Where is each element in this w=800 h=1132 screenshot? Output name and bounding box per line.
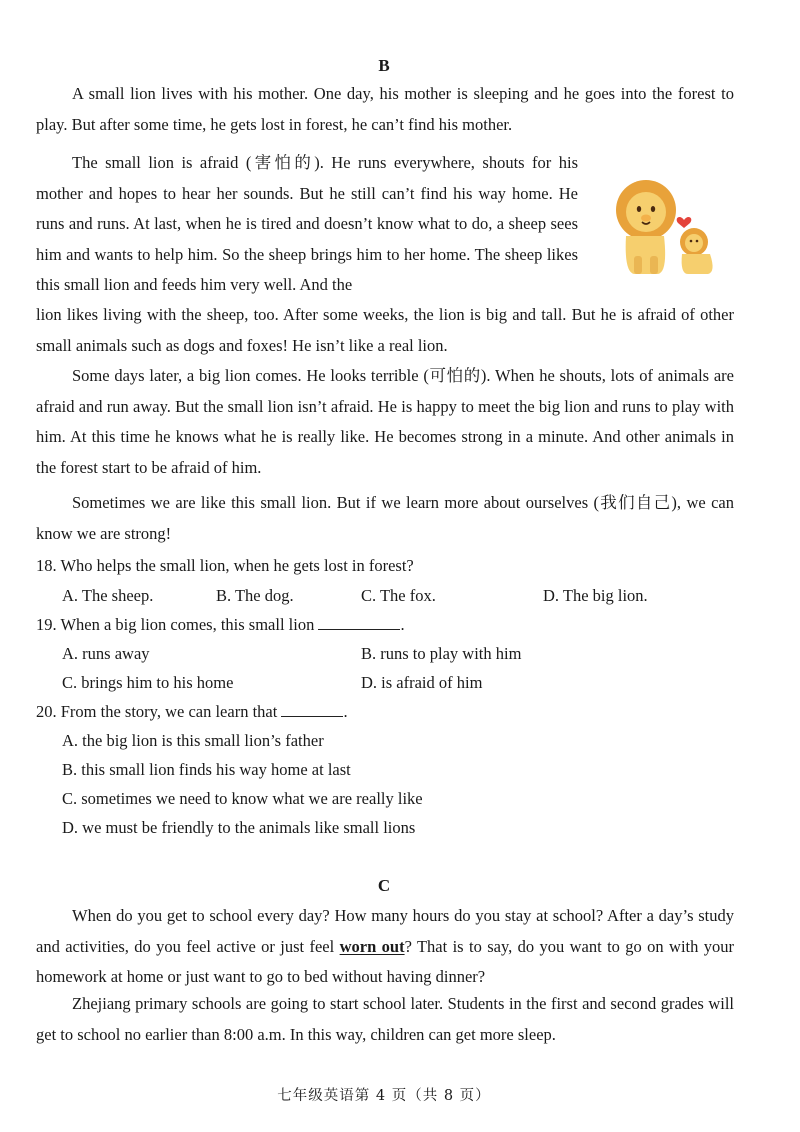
question-18-option-b[interactable]: B. The dog.	[216, 586, 294, 605]
passage-b-paragraph-2: The small lion is afraid (害怕的). He runs everywhere, shouts for his mother and hopes to hear her sounds. But he still can’t find his way home. He runs and runs. At last, when he is tired and doesn’t know what to do, a sheep sees him and wants to help him. So the sheep brings him to her home. The sheep likes this small lion and feeds him very well. And the	[36, 153, 578, 294]
question-19-option-b[interactable]: B. runs to play with him	[361, 644, 522, 663]
question-20-stem-end: .	[343, 702, 348, 721]
passage-c-paragraph-1	[36, 901, 734, 993]
section-c-title: C	[377, 876, 391, 895]
section-b-title: B	[378, 56, 390, 75]
question-19-option-a[interactable]: A. runs away	[62, 644, 150, 663]
question-19-stem-text: 19. When a big lion comes, this small lion	[36, 615, 315, 634]
question-18-option-d[interactable]: D. The big lion.	[543, 586, 648, 605]
question-20-option-a[interactable]: A. the big lion is this small lion’s father	[62, 731, 324, 750]
question-20-stem-text: 20. From the story, we can learn that	[36, 702, 278, 721]
question-20-option-b[interactable]: B. this small lion finds his way home at last	[62, 760, 351, 779]
question-20-answer-blank[interactable]	[281, 700, 343, 717]
passage-c-paragraph-2: Zhejiang primary schools are going to start school later. Students in the first and second grades will get to school no earlier than 8:00 a.m. In this way, children can get more sleep.	[36, 994, 734, 1044]
question-19-stem-end: .	[400, 615, 405, 634]
question-19-option-c[interactable]: C. brings him to his home	[62, 673, 234, 692]
passage-c-paragraph-1-start: When do you get to school every day? How many hours do you stay at school? After a day’s study and activities, do you feel active or just feel	[36, 906, 734, 956]
question-20-stem	[36, 699, 348, 725]
question-18-stem: 18. Who helps the small lion, when he gets lost in forest?	[36, 556, 414, 575]
question-18-option-a[interactable]: A. The sheep.	[62, 586, 154, 605]
lion-cartoon-icon	[604, 176, 722, 280]
page-footer: 七年级英语第 4 页（共 8 页）	[277, 1088, 491, 1104]
worn-out-phrase: worn out	[339, 936, 405, 956]
question-19-answer-blank[interactable]	[318, 613, 400, 630]
question-18-option-c[interactable]: C. The fox.	[361, 586, 436, 605]
passage-b-paragraph-2-continued: lion likes living with the sheep, too. After some weeks, the lion is big and tall. But he is afraid of other small animals such as dogs and foxes! He isn’t like a real lion.	[36, 305, 734, 355]
passage-c-paragraph-1-end: ? That is to say, do you want to go on with your homework at home or just want to go to bed without having dinner?	[36, 936, 735, 986]
question-20-option-c[interactable]: C. sometimes we need to know what we are really like	[62, 789, 423, 808]
question-20-option-d[interactable]: D. we must be friendly to the animals like small lions	[62, 818, 416, 837]
passage-b-paragraph-3: Some days later, a big lion comes. He looks terrible (可怕的). When he shouts, lots of animals are afraid and run away. But the small lion isn’t afraid. He is happy to meet the big lion and runs to play with him. At this time he knows what he is really like. He becomes strong in a minute. And other animals in the forest start to be afraid of him.	[36, 366, 734, 477]
question-19-option-d[interactable]: D. is afraid of him	[361, 673, 483, 692]
question-19-stem	[36, 612, 405, 638]
passage-b-paragraph-1: A small lion lives with his mother. One day, his mother is sleeping and he goes into the forest to play. But after some time, he gets lost in forest, he can’t find his mother.	[36, 84, 734, 134]
passage-b-paragraph-4: Sometimes we are like this small lion. But if we learn more about ourselves (我们自己), we can know we are strong!	[36, 493, 734, 543]
